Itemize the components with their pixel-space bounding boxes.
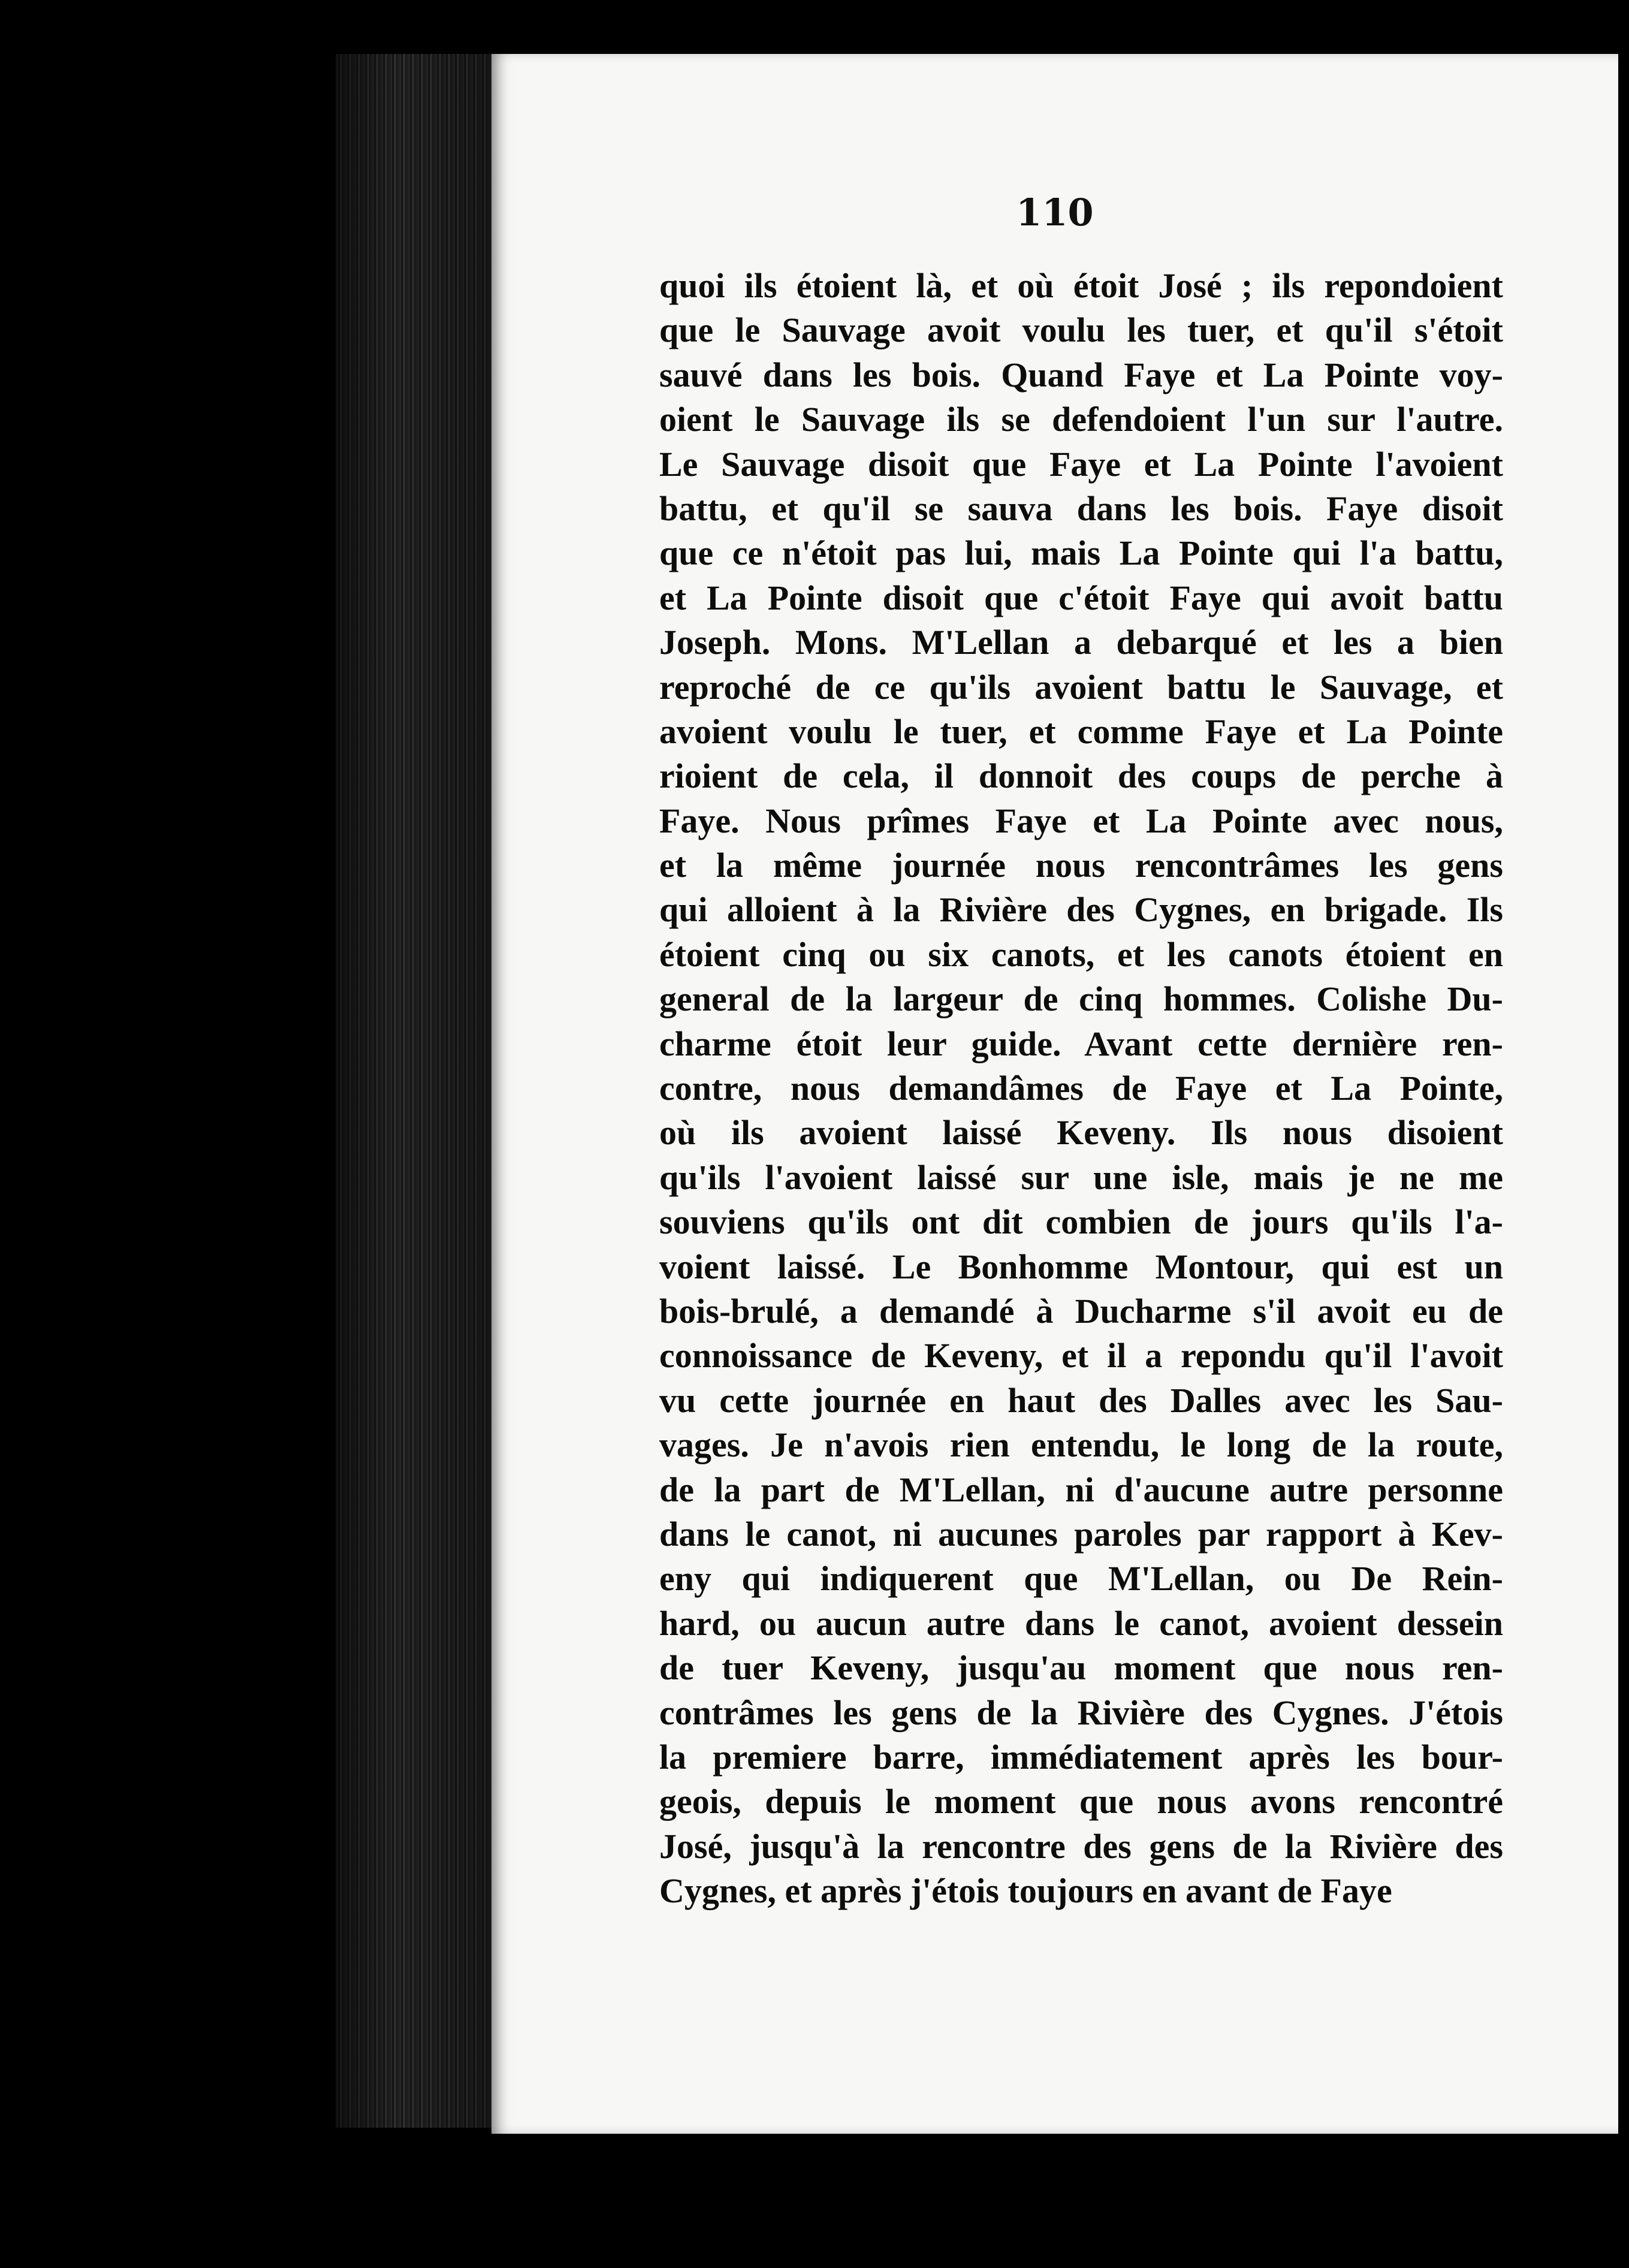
text-line: quoi ils étoient là, et où étoit José ; ils repondoient <box>659 266 1503 305</box>
text-line: rioient de cela, il donnoit des coups de perche à <box>659 756 1503 796</box>
text-line: Joseph. Mons. M'Lellan a debarqué et les a bien <box>659 623 1503 662</box>
text-line: charme étoit leur guide. Avant cette dernière ren- <box>659 1024 1503 1063</box>
text-line: voient laissé. Le Bonhomme Montour, qui est un <box>659 1247 1503 1286</box>
book-page <box>491 54 1618 2134</box>
text-line: et La Pointe disoit que c'étoit Faye qui avoit battu <box>659 578 1503 617</box>
text-line: reproché de ce qu'ils avoient battu le Sauvage, et <box>659 667 1503 707</box>
text-line: oient le Sauvage ils se defendoient l'un sur l'autre. <box>659 400 1503 439</box>
text-line: Le Sauvage disoit que Faye et La Pointe l'avoient <box>659 444 1503 484</box>
body-text <box>659 264 1503 1913</box>
text-line: eny qui indiquerent que M'Lellan, ou De Rein- <box>659 1559 1503 1599</box>
text-line: geois, depuis le moment que nous avons rencontré <box>659 1782 1503 1821</box>
text-line: que le Sauvage avoit voulu les tuer, et qu'il s'étoit <box>659 310 1503 350</box>
text-line: vu cette journée en haut des Dalles avec les Sau- <box>659 1380 1503 1420</box>
text-line: la premiere barre, immédiatement après les bour- <box>659 1737 1503 1777</box>
text-line: qui alloient à la Rivière des Cygnes, en brigade. Ils <box>659 890 1503 930</box>
text-line: bois-brulé, a demandé à Ducharme s'il avoit eu de <box>659 1291 1503 1331</box>
text-line: et la même journée nous rencontrâmes les gens <box>659 846 1503 885</box>
text-line: souviens qu'ils ont dit combien de jours qu'ils l'a- <box>659 1202 1503 1242</box>
text-line: de la part de M'Lellan, ni d'aucune autre personne <box>659 1470 1503 1509</box>
text-line: que ce n'étoit pas lui, mais La Pointe qui l'a battu, <box>659 533 1503 573</box>
text-line: avoient voulu le tuer, et comme Faye et La Pointe <box>659 711 1503 751</box>
text-line: José, jusqu'à la rencontre des gens de la Rivière des <box>659 1826 1503 1866</box>
text-line: battu, et qu'il se sauva dans les bois. Faye disoit <box>659 488 1503 528</box>
text-line: contre, nous demandâmes de Faye et La Pointe, <box>659 1069 1503 1108</box>
page-number: 110 <box>1016 191 1094 234</box>
text-line: étoient cinq ou six canots, et les canots étoient en <box>659 934 1503 974</box>
text-line: connoissance de Keveny, et il a repondu qu'il l'avoit <box>659 1336 1503 1376</box>
book-edge-shadow <box>336 54 491 2128</box>
text-line: general de la largeur de cinq hommes. Colishe Du- <box>659 979 1503 1019</box>
text-line: Faye. Nous prîmes Faye et La Pointe avec nous, <box>659 801 1503 840</box>
text-line: vages. Je n'avois rien entendu, le long de la route, <box>659 1425 1503 1465</box>
text-line: contrâmes les gens de la Rivière des Cygnes. J'étois <box>659 1693 1503 1732</box>
text-line: de tuer Keveny, jusqu'au moment que nous ren- <box>659 1648 1503 1688</box>
text-line: qu'ils l'avoient laissé sur une isle, mais je ne me <box>659 1157 1503 1197</box>
text-line: où ils avoient laissé Keveny. Ils nous disoient <box>659 1113 1503 1153</box>
text-line: hard, ou aucun autre dans le canot, avoient dessein <box>659 1603 1503 1643</box>
text-line: Cygnes, et après j'étois toujours en avant de Faye <box>659 1871 1392 1911</box>
text-line: sauvé dans les bois. Quand Faye et La Pointe voy- <box>659 355 1503 394</box>
text-line: dans le canot, ni aucunes paroles par rapport à Kev- <box>659 1514 1503 1554</box>
